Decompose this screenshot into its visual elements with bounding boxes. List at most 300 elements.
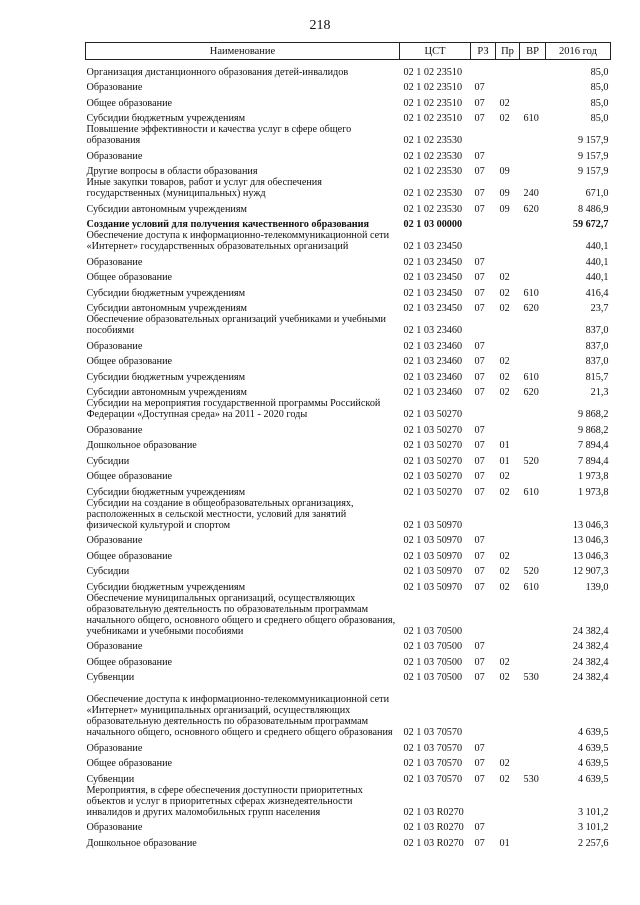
cell-name: Субсидии bbox=[86, 566, 130, 577]
cell-vr bbox=[520, 314, 546, 336]
cell-pr bbox=[496, 420, 520, 436]
cell-pr: 02 bbox=[499, 773, 510, 785]
cell-rz: 07 bbox=[474, 535, 485, 546]
cell-sum: 440,1 bbox=[585, 272, 609, 283]
table-row bbox=[86, 252, 611, 268]
cell-sum: 9 868,2 bbox=[577, 424, 609, 436]
cell-cst: 02 1 03 70570 bbox=[403, 773, 463, 785]
cell-cst: 02 1 03 23450 bbox=[403, 272, 463, 283]
cell-vr bbox=[520, 531, 546, 547]
cell-cst: 02 1 03 23460 bbox=[403, 387, 463, 398]
cell-sum: 59 672,7 bbox=[572, 219, 609, 230]
cell-rz: 07 bbox=[474, 822, 485, 833]
cell-vr bbox=[520, 215, 546, 231]
cell-pr bbox=[496, 146, 520, 162]
cell-rz: 07 bbox=[474, 424, 485, 436]
cell-sum: 4 639,5 bbox=[577, 758, 609, 769]
cell-cst: 02 1 03 70570 bbox=[403, 758, 463, 769]
cell-vr: 520 bbox=[523, 455, 539, 467]
cell-pr: 02 bbox=[499, 758, 510, 769]
table-row bbox=[86, 314, 611, 336]
cell-sum: 12 907,3 bbox=[572, 566, 609, 577]
cell-name: Субсидии на создание в общеобразовательных организациях, расположенных в сельской местности, условий для занятий физической культурой и спортом bbox=[86, 497, 354, 531]
cell-pr bbox=[496, 785, 520, 818]
cell-vr bbox=[520, 593, 546, 637]
cell-cst: 02 1 03 50270 bbox=[403, 486, 463, 498]
cell-name: Субсидии бюджетным учреждениям bbox=[86, 486, 246, 498]
cell-pr: 02 bbox=[499, 486, 510, 498]
table-row bbox=[86, 562, 611, 578]
cell-cst: 02 1 03 23460 bbox=[403, 371, 463, 383]
cell-name: Общее образование bbox=[86, 758, 173, 769]
cell-cst: 02 1 03 00000 bbox=[403, 219, 463, 230]
header-name: Наименование bbox=[86, 43, 400, 60]
cell-name: Создание условий для получения качественного образования bbox=[86, 219, 370, 230]
budget-table bbox=[85, 42, 611, 849]
table-row bbox=[86, 637, 611, 653]
cell-name: Субвенции bbox=[86, 773, 135, 785]
cell-cst: 02 1 03 50970 bbox=[403, 535, 463, 546]
cell-name: Субсидии бюджетным учреждениям bbox=[86, 287, 246, 299]
cell-pr bbox=[496, 498, 520, 531]
cell-name: Субвенции bbox=[86, 672, 135, 683]
cell-vr: 530 bbox=[523, 773, 539, 785]
cell-vr bbox=[520, 818, 546, 834]
cell-sum: 13 046,3 bbox=[572, 535, 609, 546]
cell-vr bbox=[520, 146, 546, 162]
cell-pr bbox=[496, 230, 520, 252]
header-cst: ЦСТ bbox=[400, 43, 471, 60]
table-row bbox=[86, 785, 611, 818]
cell-pr bbox=[496, 398, 520, 420]
table-row bbox=[86, 398, 611, 420]
cell-pr: 02 bbox=[499, 287, 510, 299]
table-row bbox=[86, 738, 611, 754]
cell-pr bbox=[496, 124, 520, 146]
cell-cst: 02 1 03 50970 bbox=[403, 566, 463, 577]
cell-rz bbox=[471, 683, 496, 738]
cell-rz: 07 bbox=[474, 486, 485, 498]
table-row bbox=[86, 546, 611, 562]
cell-rz: 07 bbox=[474, 837, 485, 849]
cell-cst: 02 1 02 23530 bbox=[403, 203, 463, 215]
cell-cst: 02 1 03 50970 bbox=[403, 519, 463, 531]
cell-cst: 02 1 03 R0270 bbox=[403, 837, 464, 849]
cell-cst: 02 1 03 50270 bbox=[403, 424, 463, 436]
cell-name: Обеспечение доступа к информационно-телекоммуникационной сети «Интернет» государственных образовательных организаций bbox=[86, 230, 390, 252]
cell-name: Другие вопросы в области образования bbox=[86, 166, 258, 177]
cell-name: Образование bbox=[86, 340, 143, 352]
cell-vr: 610 bbox=[523, 581, 539, 593]
cell-cst: 02 1 03 50270 bbox=[403, 409, 463, 420]
cell-sum: 9 157,9 bbox=[577, 135, 609, 146]
cell-sum: 8 486,9 bbox=[577, 203, 609, 215]
table-row bbox=[86, 482, 611, 498]
cell-name: Дошкольное образование bbox=[86, 837, 197, 849]
table-row bbox=[86, 60, 611, 78]
cell-sum: 3 101,2 bbox=[577, 822, 609, 833]
cell-vr: 520 bbox=[523, 566, 539, 577]
cell-vr bbox=[520, 268, 546, 284]
cell-cst: 02 1 02 23530 bbox=[403, 188, 463, 199]
cell-sum: 13 046,3 bbox=[572, 519, 609, 531]
table-row bbox=[86, 177, 611, 199]
cell-vr bbox=[520, 124, 546, 146]
cell-rz: 07 bbox=[474, 641, 485, 652]
table-row bbox=[86, 467, 611, 483]
cell-name: Субсидии автономным учреждениям bbox=[86, 387, 247, 398]
header-vr: ВР bbox=[520, 43, 546, 60]
cell-vr: 610 bbox=[523, 287, 539, 299]
cell-rz bbox=[471, 230, 496, 252]
cell-pr bbox=[496, 593, 520, 637]
cell-sum: 7 894,4 bbox=[577, 455, 609, 467]
cell-cst: 02 1 02 23510 bbox=[403, 113, 463, 124]
cell-cst: 02 1 03 23450 bbox=[403, 241, 463, 252]
cell-cst: 02 1 03 23460 bbox=[403, 325, 463, 336]
cell-vr bbox=[520, 498, 546, 531]
page-number: 218 bbox=[309, 18, 331, 33]
cell-pr bbox=[496, 60, 520, 78]
cell-sum: 1 973,8 bbox=[577, 471, 609, 482]
cell-rz: 07 bbox=[474, 340, 485, 352]
cell-name: Общее образование bbox=[86, 97, 173, 109]
cell-vr: 620 bbox=[523, 203, 539, 215]
cell-name: Общее образование bbox=[86, 656, 173, 668]
cell-sum: 416,4 bbox=[585, 287, 609, 299]
cell-sum: 837,0 bbox=[585, 356, 609, 367]
table-row bbox=[86, 93, 611, 109]
table-row bbox=[86, 531, 611, 547]
cell-rz bbox=[471, 593, 496, 637]
cell-pr bbox=[496, 78, 520, 94]
cell-pr bbox=[496, 531, 520, 547]
table-row bbox=[86, 818, 611, 834]
cell-pr: 02 bbox=[499, 371, 510, 383]
cell-name: Общее образование bbox=[86, 471, 173, 482]
cell-pr: 02 bbox=[499, 113, 510, 124]
cell-cst: 02 1 03 R0270 bbox=[403, 806, 464, 818]
cell-name: Образование bbox=[86, 424, 143, 436]
cell-pr bbox=[496, 738, 520, 754]
cell-cst: 02 1 03 70570 bbox=[403, 742, 463, 754]
cell-pr: 02 bbox=[499, 672, 510, 683]
header-pr: Пр bbox=[496, 43, 520, 60]
cell-vr bbox=[520, 467, 546, 483]
cell-vr bbox=[520, 60, 546, 78]
cell-pr bbox=[496, 215, 520, 231]
cell-name: Субсидии бюджетным учреждениям bbox=[86, 581, 246, 593]
cell-sum: 1 973,8 bbox=[577, 486, 609, 498]
cell-cst: 02 1 03 23460 bbox=[403, 356, 463, 367]
cell-vr: 620 bbox=[523, 387, 539, 398]
cell-sum: 9 157,9 bbox=[577, 166, 609, 177]
cell-rz: 07 bbox=[474, 166, 485, 177]
cell-name: Обеспечение доступа к информационно-телекоммуникационной сети «Интернет» муниципальных организаций, осуществляющих образовательную деятельность по образовательным программам начального общего, основного общего и среднего общего образования bbox=[86, 694, 393, 738]
cell-rz: 07 bbox=[474, 656, 485, 668]
table-row bbox=[86, 652, 611, 668]
cell-pr bbox=[496, 336, 520, 352]
table-row bbox=[86, 498, 611, 531]
cell-cst: 02 1 02 23510 bbox=[403, 97, 463, 109]
cell-name: Образование bbox=[86, 256, 143, 268]
table-row bbox=[86, 336, 611, 352]
table-row bbox=[86, 283, 611, 299]
cell-sum: 85,0 bbox=[590, 82, 609, 93]
cell-pr: 01 bbox=[499, 440, 510, 451]
cell-cst: 02 1 03 23450 bbox=[403, 287, 463, 299]
cell-rz bbox=[471, 60, 496, 78]
cell-cst: 02 1 02 23510 bbox=[403, 66, 463, 78]
cell-vr bbox=[520, 93, 546, 109]
cell-pr: 02 bbox=[499, 97, 510, 109]
table-row bbox=[86, 593, 611, 637]
cell-name: Обеспечение образовательных организаций учебниками и учебными пособиями bbox=[86, 314, 387, 336]
cell-cst: 02 1 03 23460 bbox=[403, 340, 463, 352]
cell-pr: 02 bbox=[499, 303, 510, 314]
cell-vr: 610 bbox=[523, 113, 539, 124]
cell-rz: 07 bbox=[474, 272, 485, 283]
cell-cst: 02 1 03 50270 bbox=[403, 440, 463, 451]
table-row bbox=[86, 833, 611, 849]
table-row bbox=[86, 230, 611, 252]
cell-name: Общее образование bbox=[86, 550, 173, 562]
cell-vr bbox=[520, 637, 546, 653]
table-row bbox=[86, 199, 611, 215]
cell-sum: 24 382,4 bbox=[572, 625, 609, 637]
table-row bbox=[86, 124, 611, 146]
cell-vr bbox=[520, 336, 546, 352]
cell-vr bbox=[520, 162, 546, 178]
cell-sum: 24 382,4 bbox=[572, 672, 609, 683]
cell-rz: 07 bbox=[474, 581, 485, 593]
cell-name: Субсидии автономным учреждениям bbox=[86, 303, 247, 314]
cell-cst: 02 1 02 23530 bbox=[403, 166, 463, 177]
cell-cst: 02 1 02 23510 bbox=[403, 82, 463, 93]
cell-sum: 85,0 bbox=[590, 66, 609, 78]
cell-rz: 07 bbox=[474, 203, 485, 215]
cell-rz: 07 bbox=[474, 97, 485, 109]
cell-cst: 02 1 03 50970 bbox=[403, 550, 463, 562]
cell-name: Субсидии на мероприятия государственной программы Российской Федерации «Доступная среда» на 2011 - 2020 годы bbox=[86, 398, 381, 420]
cell-vr bbox=[520, 78, 546, 94]
cell-pr bbox=[496, 683, 520, 738]
cell-rz bbox=[471, 124, 496, 146]
cell-rz: 07 bbox=[474, 188, 485, 199]
cell-pr bbox=[496, 252, 520, 268]
table-row bbox=[86, 146, 611, 162]
cell-rz bbox=[471, 498, 496, 531]
cell-rz: 07 bbox=[474, 471, 485, 482]
cell-pr: 01 bbox=[499, 837, 510, 849]
cell-pr bbox=[496, 818, 520, 834]
cell-name: Мероприятия, в сфере обеспечения доступности приоритетных объектов и услуг в приоритетных сферах жизнедеятельности инвалидов и других маломобильных групп населения bbox=[86, 784, 363, 818]
cell-cst: 02 1 03 23450 bbox=[403, 303, 463, 314]
table-row bbox=[86, 162, 611, 178]
cell-sum: 24 382,4 bbox=[572, 656, 609, 668]
cell-rz bbox=[471, 215, 496, 231]
cell-sum: 85,0 bbox=[590, 97, 609, 109]
cell-rz: 07 bbox=[474, 287, 485, 299]
cell-sum: 2 257,6 bbox=[577, 837, 609, 849]
cell-vr bbox=[520, 546, 546, 562]
cell-vr: 240 bbox=[523, 188, 539, 199]
cell-vr: 530 bbox=[523, 672, 539, 683]
cell-pr: 02 bbox=[499, 581, 510, 593]
cell-vr bbox=[520, 754, 546, 770]
table-row bbox=[86, 109, 611, 125]
cell-rz: 07 bbox=[474, 82, 485, 93]
cell-name: Обеспечение муниципальных организаций, осуществляющих образовательную деятельность по образовательным программам начального общего, основного общего и среднего общего образования, учебниками и учебными пособиями bbox=[86, 592, 396, 637]
cell-vr bbox=[520, 652, 546, 668]
cell-rz: 07 bbox=[474, 672, 485, 683]
cell-vr: 610 bbox=[523, 486, 539, 498]
cell-sum: 21,3 bbox=[590, 387, 609, 398]
table-row bbox=[86, 683, 611, 738]
cell-sum: 837,0 bbox=[585, 325, 609, 336]
cell-vr bbox=[520, 436, 546, 452]
cell-pr bbox=[496, 637, 520, 653]
cell-sum: 837,0 bbox=[585, 340, 609, 352]
cell-vr bbox=[520, 738, 546, 754]
cell-rz: 07 bbox=[474, 440, 485, 451]
cell-name: Субсидии bbox=[86, 455, 130, 467]
table-row bbox=[86, 367, 611, 383]
cell-sum: 4 639,5 bbox=[577, 727, 609, 738]
cell-cst: 02 1 03 R0270 bbox=[403, 822, 464, 833]
cell-rz: 07 bbox=[474, 742, 485, 754]
cell-sum: 440,1 bbox=[585, 241, 609, 252]
table-row bbox=[86, 451, 611, 467]
cell-rz: 07 bbox=[474, 256, 485, 268]
cell-rz: 07 bbox=[474, 455, 485, 467]
cell-pr: 09 bbox=[499, 203, 510, 215]
table-row bbox=[86, 754, 611, 770]
cell-name: Субсидии бюджетным учреждениям bbox=[86, 371, 246, 383]
cell-cst: 02 1 03 70500 bbox=[403, 656, 463, 668]
table-header-row bbox=[86, 43, 611, 60]
table-row bbox=[86, 420, 611, 436]
cell-rz: 07 bbox=[474, 113, 485, 124]
cell-pr: 02 bbox=[499, 566, 510, 577]
cell-cst: 02 1 03 70500 bbox=[403, 672, 463, 683]
cell-pr: 02 bbox=[499, 356, 510, 367]
cell-vr bbox=[520, 833, 546, 849]
table-row bbox=[86, 769, 611, 785]
cell-rz: 07 bbox=[474, 356, 485, 367]
cell-pr: 02 bbox=[499, 387, 510, 398]
cell-vr bbox=[520, 683, 546, 738]
cell-sum: 24 382,4 bbox=[572, 641, 609, 652]
cell-vr bbox=[520, 352, 546, 368]
cell-sum: 9 157,9 bbox=[577, 150, 609, 162]
cell-cst: 02 1 03 50270 bbox=[403, 455, 463, 467]
cell-cst: 02 1 03 70570 bbox=[403, 727, 463, 738]
cell-vr bbox=[520, 785, 546, 818]
cell-cst: 02 1 02 23530 bbox=[403, 150, 463, 162]
cell-sum: 9 868,2 bbox=[577, 409, 609, 420]
table-row bbox=[86, 668, 611, 684]
table-row bbox=[86, 299, 611, 315]
cell-vr bbox=[520, 252, 546, 268]
cell-name: Организация дистанционного образования детей-инвалидов bbox=[86, 66, 349, 78]
cell-sum: 4 639,5 bbox=[577, 773, 609, 785]
cell-sum: 4 639,5 bbox=[577, 742, 609, 754]
cell-pr: 02 bbox=[499, 272, 510, 283]
cell-rz: 07 bbox=[474, 758, 485, 769]
cell-name: Образование bbox=[86, 742, 143, 754]
cell-sum: 3 101,2 bbox=[577, 806, 609, 818]
cell-rz: 07 bbox=[474, 566, 485, 577]
cell-vr bbox=[520, 398, 546, 420]
cell-name: Образование bbox=[86, 822, 143, 833]
cell-rz: 07 bbox=[474, 303, 485, 314]
cell-pr: 09 bbox=[499, 166, 510, 177]
cell-cst: 02 1 03 50270 bbox=[403, 471, 463, 482]
cell-cst: 02 1 03 70500 bbox=[403, 641, 463, 652]
cell-vr: 610 bbox=[523, 371, 539, 383]
cell-rz: 07 bbox=[474, 773, 485, 785]
cell-vr: 620 bbox=[523, 303, 539, 314]
table-row bbox=[86, 383, 611, 399]
cell-sum: 23,7 bbox=[590, 303, 609, 314]
cell-name: Общее образование bbox=[86, 356, 173, 367]
cell-rz: 07 bbox=[474, 371, 485, 383]
cell-vr bbox=[520, 230, 546, 252]
cell-sum: 440,1 bbox=[585, 256, 609, 268]
cell-sum: 7 894,4 bbox=[577, 440, 609, 451]
cell-vr bbox=[520, 420, 546, 436]
table-row bbox=[86, 215, 611, 231]
cell-pr: 02 bbox=[499, 471, 510, 482]
table-row bbox=[86, 577, 611, 593]
cell-rz: 07 bbox=[474, 387, 485, 398]
cell-rz bbox=[471, 314, 496, 336]
table-body bbox=[86, 60, 611, 849]
cell-name: Образование bbox=[86, 82, 143, 93]
cell-pr bbox=[496, 314, 520, 336]
cell-sum: 139,0 bbox=[585, 581, 609, 593]
table-row bbox=[86, 436, 611, 452]
cell-rz bbox=[471, 398, 496, 420]
cell-name: Дошкольное образование bbox=[86, 440, 197, 451]
cell-name: Образование bbox=[86, 535, 143, 546]
cell-pr: 01 bbox=[499, 455, 510, 467]
table-row bbox=[86, 78, 611, 94]
table-row bbox=[86, 352, 611, 368]
cell-sum: 815,7 bbox=[585, 371, 609, 383]
cell-cst: 02 1 03 70500 bbox=[403, 625, 463, 637]
cell-name: Субсидии автономным учреждениям bbox=[86, 203, 247, 215]
cell-pr: 02 bbox=[499, 656, 510, 668]
cell-name: Образование bbox=[86, 150, 143, 162]
cell-cst: 02 1 03 50970 bbox=[403, 581, 463, 593]
header-sum: 2016 год bbox=[546, 43, 611, 60]
cell-pr: 09 bbox=[499, 188, 510, 199]
cell-name: Иные закупки товаров, работ и услуг для обеспечения государственных (муниципальных) нужд bbox=[86, 177, 322, 199]
cell-sum: 85,0 bbox=[590, 113, 609, 124]
cell-pr: 02 bbox=[499, 550, 510, 562]
cell-sum: 13 046,3 bbox=[572, 550, 609, 562]
table-row bbox=[86, 268, 611, 284]
cell-rz bbox=[471, 785, 496, 818]
cell-name: Повышение эффективности и качества услуг в сфере общего образования bbox=[86, 124, 352, 146]
cell-cst: 02 1 02 23530 bbox=[403, 135, 463, 146]
cell-rz: 07 bbox=[474, 150, 485, 162]
cell-rz: 07 bbox=[474, 550, 485, 562]
cell-name: Субсидии бюджетным учреждениям bbox=[86, 113, 246, 124]
cell-cst: 02 1 03 23450 bbox=[403, 256, 463, 268]
